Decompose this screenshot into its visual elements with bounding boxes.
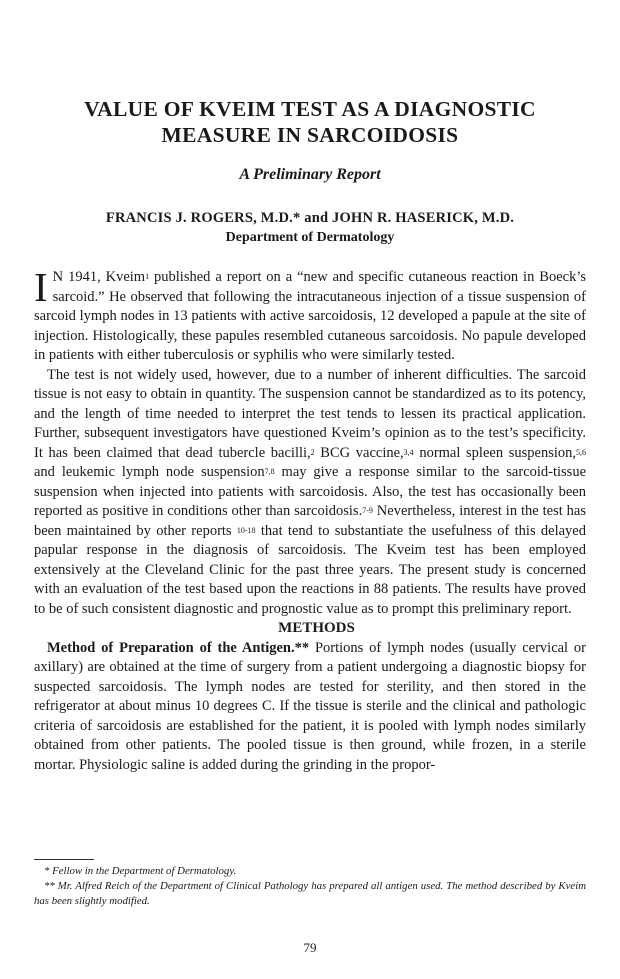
title-line-1: VALUE OF KVEIM TEST AS A DIAGNOSTIC — [84, 97, 536, 121]
article-title — [40, 96, 580, 148]
citation-ref: 1 — [145, 272, 150, 281]
footnote-2: ** Mr. Alfred Reich of the Department of Clinical Pathology has prepared all antigen used. The method described by Kveim has been slightly modified. — [34, 880, 586, 907]
citation-ref: 10-18 — [236, 525, 256, 535]
footnote-1: * Fellow in the Department of Dermatology. — [44, 865, 237, 877]
citation-ref: 7-9 — [362, 506, 373, 515]
article-subtitle: A Preliminary Report — [239, 166, 381, 183]
intro-paragraph-2: The test is not widely used, however, due to a number of inherent difficulties. The sarcoid tissue is not easy to obtain in quantity. The suspension cannot be standardized as to its potency, and the length of time needed to interpret the test tends to lessen its practical application. Further, subsequent investigators have questioned Kveim’s opinion as to the test’s specificity. It has been claimed that dead tubercle bacilli,$^2$ BCG vaccine,$^{3,4}$ normal spleen suspension,$^{5,6}$ and leukemic lymph node suspension$^{7,8}$ may give a response similar to the sarcoid-tissue suspension when injected into patients with sarcoidosis. Also, the test has occasionally been reported as positive in conditions other than sarcoidosis.$^{7-9}$ Nevertheless, interest in the test has been maintained by other reports $^{10-18}$ that tend to substantiate the usefulness of this delayed papular response in the diagnosis of sarcoidosis. The Kveim test has been employed extensively at the Cleveland Clinic for the past three years. The present study is concerned with an evaluation of the test based upon the reactions in 88 patients. The results have proved to be of such consistent diagnostic and prognostic value as to prompt this preliminary report. — [34, 366, 587, 617]
page-number: 79 — [303, 940, 317, 955]
author-line: FRANCIS J. ROGERS, M.D.* and JOHN R. HASERICK, M.D. — [105, 210, 515, 226]
footnote-rule — [34, 859, 94, 860]
department-line: Department of Dermatology — [225, 230, 395, 245]
citation-ref: 7,8 — [264, 467, 275, 476]
footnotes — [34, 864, 586, 909]
citation-ref: 3,4 — [403, 447, 414, 457]
title-line-2: MEASURE IN SARCOIDOSIS — [161, 123, 459, 147]
runin-heading: Method of Preparation of the Antigen.** — [47, 639, 310, 656]
citation-ref: 2 — [310, 447, 315, 457]
citation-ref: 5,6 — [576, 447, 586, 457]
methods-paragraph-1: Method of Preparation of the Antigen.** Portions of lymph nodes (usually cervical or axillary) are obtained at the time of surgery from a patient undergoing a diagnostic biopsy for suspected sarcoidosis. The lymph nodes are tested for sterility, and then stored in the refrigerator at about minus 10 degrees C. If the tissue is sterile and the clinical and pathologic criteria of sarcoidosis are established for the patient, it is pooled with lymph nodes similarly obtained from other patients. The pooled tissue is then ground, while frozen, in a sterile mortar. Physiologic saline is added during the grinding in the propor- — [34, 639, 587, 773]
intro-paragraph-1: I N 1941, Kveim$^1$ published a report on a “new and specific cutaneous reaction in Boeck’s sarcoid.” He observed that following the intracutaneous injection of a tissue suspension of sarcoid lymph nodes in 13 patients with active sarcoidosis, 12 developed a papule at the site of injection. Histologically, these papules resembled cutaneous sarcoidosis. No papule developed in patients with either tuberculosis or syphilis who were similarly tested. — [34, 264, 586, 363]
section-heading-methods: METHODS — [278, 620, 355, 636]
drop-cap: I — [34, 264, 48, 310]
article-body — [34, 264, 587, 775]
